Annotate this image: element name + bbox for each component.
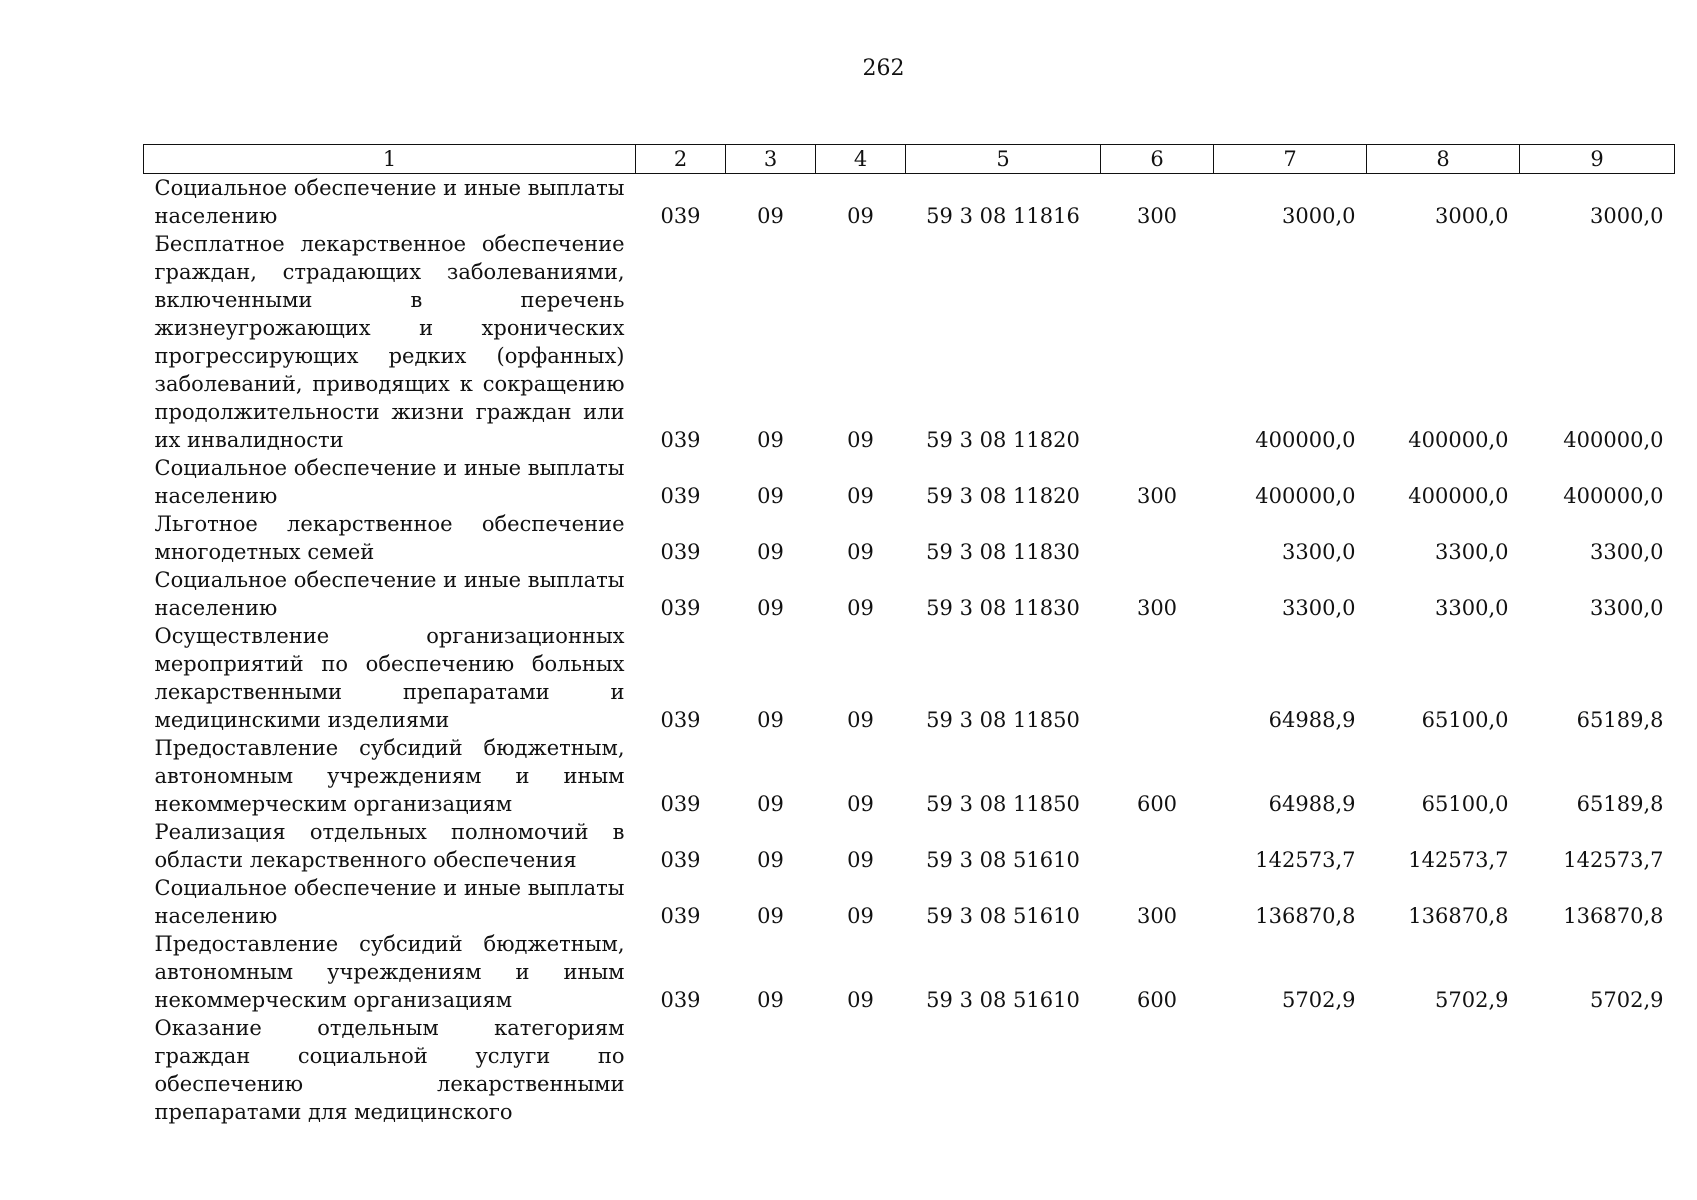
cell-amount-col8: 136870,8 (1408, 904, 1509, 928)
cell-amount-col9: 3000,0 (1590, 204, 1664, 228)
cell-ministry-code: 039 (660, 204, 701, 228)
cell-target-article: 59 3 08 11850 (926, 708, 1080, 732)
cell-ministry-code: 039 (660, 988, 701, 1012)
cell-amount-col9: 5702,9 (1590, 988, 1664, 1012)
table-row (144, 930, 1675, 1014)
row-description: Предоставление субсидий бюджетным, автономным учреждениям и иным некоммерческим организациям (154, 736, 625, 816)
cell-section: 09 (757, 904, 784, 928)
table-row (144, 874, 1675, 930)
row-description: Социальное обеспечение и иные выплаты населению (154, 876, 625, 928)
cell-ministry-code: 039 (660, 428, 701, 452)
cell-amount-col7 (1214, 1014, 1367, 1126)
table-row (144, 566, 1675, 622)
cell-target-article: 59 3 08 11820 (926, 484, 1080, 508)
row-description: Реализация отдельных полномочий в области лекарственного обеспечения (154, 820, 625, 872)
cell-expense-type (1101, 230, 1214, 454)
column-header-1: 1 (144, 145, 636, 174)
cell-ministry-code: 039 (660, 904, 701, 928)
cell-subsection: 09 (847, 596, 874, 620)
table-row (144, 230, 1675, 454)
column-header-2: 2 (636, 145, 726, 174)
cell-amount-col7: 142573,7 (1255, 848, 1356, 872)
cell-subsection: 09 (847, 484, 874, 508)
cell-expense-type (1101, 622, 1214, 734)
column-header-4: 4 (816, 145, 906, 174)
column-header-3: 3 (726, 145, 816, 174)
cell-amount-col8: 5702,9 (1435, 988, 1509, 1012)
row-description: Социальное обеспечение и иные выплаты населению (154, 176, 625, 228)
column-header-9: 9 (1520, 145, 1675, 174)
budget-table (143, 144, 1675, 1126)
cell-target-article: 59 3 08 51610 (926, 848, 1080, 872)
table-row (144, 510, 1675, 566)
cell-amount-col8: 400000,0 (1408, 428, 1509, 452)
cell-target-article: 59 3 08 51610 (926, 988, 1080, 1012)
cell-amount-col7: 3000,0 (1282, 204, 1356, 228)
table-row (144, 454, 1675, 510)
cell-expense-type (1101, 510, 1214, 566)
cell-amount-col9: 400000,0 (1563, 428, 1664, 452)
cell-section: 09 (757, 540, 784, 564)
cell-amount-col7: 3300,0 (1282, 596, 1356, 620)
cell-section: 09 (757, 708, 784, 732)
cell-section: 09 (757, 596, 784, 620)
cell-amount-col9: 65189,8 (1576, 708, 1664, 732)
cell-amount-col8: 65100,0 (1421, 708, 1509, 732)
cell-amount-col7: 3300,0 (1282, 540, 1356, 564)
cell-subsection: 09 (847, 904, 874, 928)
cell-amount-col8: 3300,0 (1435, 540, 1509, 564)
cell-ministry-code: 039 (660, 848, 701, 872)
cell-amount-col8: 142573,7 (1408, 848, 1509, 872)
cell-target-article: 59 3 08 11816 (926, 204, 1080, 228)
column-header-6: 6 (1101, 145, 1214, 174)
cell-amount-col9: 3300,0 (1590, 540, 1664, 564)
cell-ministry-code: 039 (660, 596, 701, 620)
cell-expense-type: 300 (1136, 904, 1178, 928)
cell-amount-col9 (1520, 1014, 1675, 1126)
table-row (144, 622, 1675, 734)
cell-ministry-code (636, 1014, 726, 1126)
table-row (144, 818, 1675, 874)
page-number: 262 (862, 56, 905, 81)
cell-amount-col9: 400000,0 (1563, 484, 1664, 508)
row-description: Осуществление организационных мероприятий по обеспечению больных лекарственными препаратами и медицинскими изделиями (154, 624, 625, 732)
cell-amount-col8: 65100,0 (1421, 792, 1509, 816)
cell-amount-col7: 400000,0 (1255, 484, 1356, 508)
cell-target-article (906, 1014, 1101, 1126)
table-row (144, 734, 1675, 818)
column-number-header-row (144, 145, 1675, 174)
row-description: Социальное обеспечение и иные выплаты населению (154, 568, 625, 620)
row-description: Предоставление субсидий бюджетным, автономным учреждениям и иным некоммерческим организациям (154, 932, 625, 1012)
cell-ministry-code: 039 (660, 708, 701, 732)
cell-amount-col8: 400000,0 (1408, 484, 1509, 508)
cell-target-article: 59 3 08 11850 (926, 792, 1080, 816)
cell-expense-type: 300 (1136, 596, 1178, 620)
cell-target-article: 59 3 08 11820 (926, 428, 1080, 452)
cell-amount-col8: 3300,0 (1435, 596, 1509, 620)
cell-section: 09 (757, 428, 784, 452)
cell-ministry-code: 039 (660, 540, 701, 564)
row-description: Оказание отдельным категориям граждан социальной услуги по обеспечению лекарственными препаратами для медицинского (154, 1016, 625, 1124)
cell-expense-type: 300 (1136, 484, 1178, 508)
cell-target-article: 59 3 08 11830 (926, 596, 1080, 620)
cell-target-article: 59 3 08 51610 (926, 904, 1080, 928)
cell-expense-type (1101, 818, 1214, 874)
row-description: Социальное обеспечение и иные выплаты населению (154, 456, 625, 508)
cell-amount-col7: 64988,9 (1268, 708, 1356, 732)
cell-amount-col9: 3300,0 (1590, 596, 1664, 620)
cell-section: 09 (757, 204, 784, 228)
table-row (144, 174, 1675, 231)
cell-subsection: 09 (847, 204, 874, 228)
row-description: Бесплатное лекарственное обеспечение граждан, страдающих заболеваниями, включенными в перечень жизнеугрожающих и хронических прогрессирующих редких (орфанных) заболеваний, приводящих к сокращению продолжительности жизни граждан или их инвалидности (154, 232, 625, 452)
cell-section (726, 1014, 816, 1126)
cell-ministry-code: 039 (660, 484, 701, 508)
cell-amount-col9: 65189,8 (1576, 792, 1664, 816)
cell-section: 09 (757, 848, 784, 872)
column-header-8: 8 (1367, 145, 1520, 174)
cell-amount-col8 (1367, 1014, 1520, 1126)
row-description: Льготное лекарственное обеспечение многодетных семей (154, 512, 625, 564)
cell-amount-col7: 5702,9 (1282, 988, 1356, 1012)
cell-subsection: 09 (847, 540, 874, 564)
cell-subsection: 09 (847, 848, 874, 872)
cell-amount-col7: 136870,8 (1255, 904, 1356, 928)
cell-subsection: 09 (847, 708, 874, 732)
cell-expense-type: 300 (1136, 204, 1178, 228)
column-header-7: 7 (1214, 145, 1367, 174)
cell-subsection (816, 1014, 906, 1126)
cell-target-article: 59 3 08 11830 (926, 540, 1080, 564)
cell-amount-col7: 64988,9 (1268, 792, 1356, 816)
cell-subsection: 09 (847, 792, 874, 816)
cell-amount-col9: 142573,7 (1563, 848, 1664, 872)
column-header-5: 5 (906, 145, 1101, 174)
cell-expense-type: 600 (1136, 792, 1178, 816)
cell-expense-type: 600 (1136, 988, 1178, 1012)
cell-amount-col8: 3000,0 (1435, 204, 1509, 228)
cell-subsection: 09 (847, 988, 874, 1012)
cell-amount-col9: 136870,8 (1563, 904, 1664, 928)
cell-amount-col7: 400000,0 (1255, 428, 1356, 452)
cell-section: 09 (757, 792, 784, 816)
cell-ministry-code: 039 (660, 792, 701, 816)
table-row (144, 1014, 1675, 1126)
cell-expense-type (1101, 1014, 1214, 1126)
cell-section: 09 (757, 484, 784, 508)
cell-section: 09 (757, 988, 784, 1012)
cell-subsection: 09 (847, 428, 874, 452)
